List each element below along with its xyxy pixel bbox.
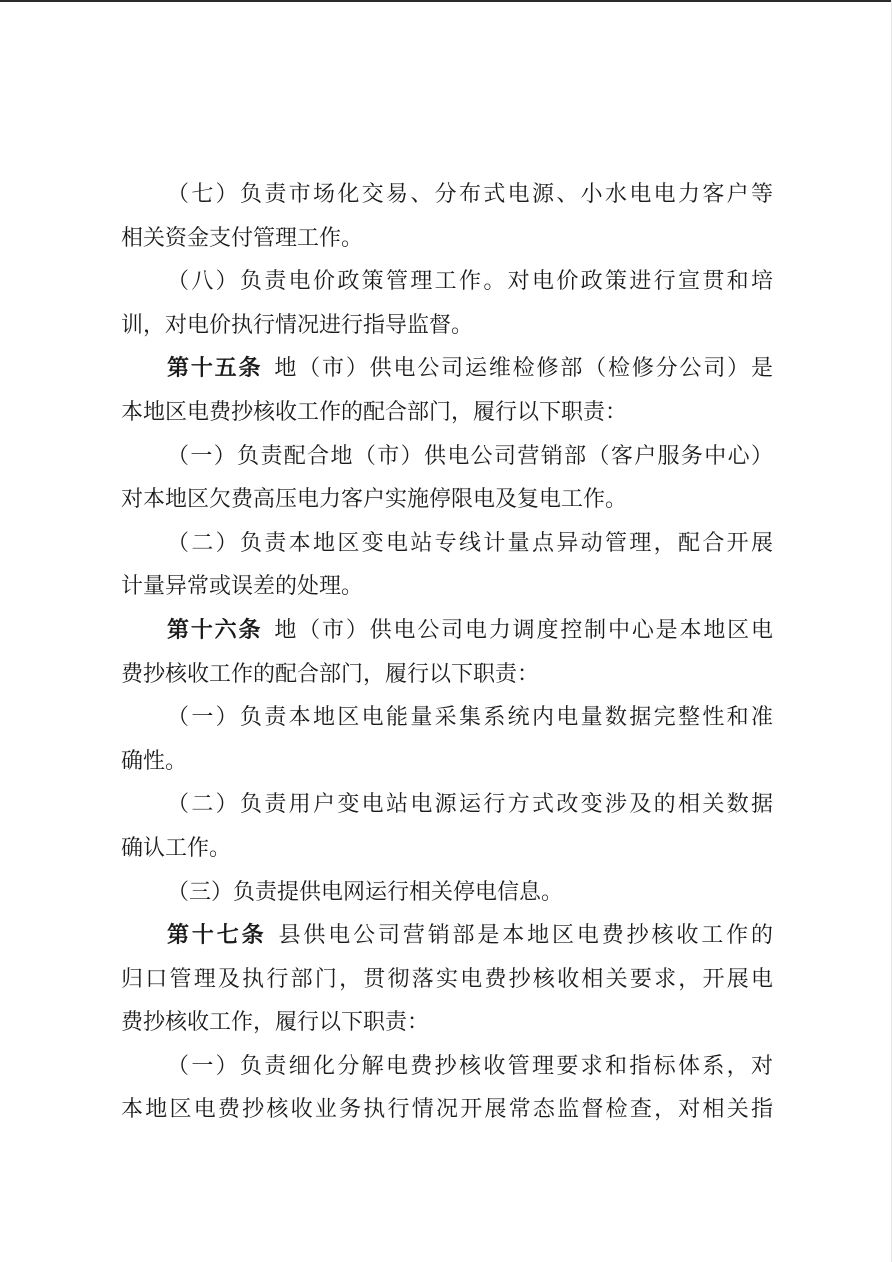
article-16-item-1-line-1: （一）负责本地区电能量采集系统内电量数据完整性和准 [167, 705, 773, 731]
article-15-item-2-line-2: 计量异常或误差的处理。 [121, 574, 364, 600]
article-16-item-1-line-2: 确性。 [121, 748, 188, 774]
article-17-item-1-line-2: 本地区电费抄核收业务执行情况开展常态监督检查，对相关指 [121, 1097, 773, 1123]
article-16-item-3-line-1: （三）负责提供电网运行相关停电信息。 [167, 879, 564, 905]
item-7-line-1: （七）负责市场化交易、分布式电源、小水电电力客户等 [167, 182, 773, 207]
article-17-line-2: 归口管理及执行部门，贯彻落实电费抄核收相关要求，开展电 [121, 966, 773, 992]
article-17-line-3: 费抄核收工作，履行以下职责： [121, 1010, 430, 1036]
article-15-item-1-line-1: （一）负责配合地（市）供电公司营销部（客户服务中心） [167, 443, 773, 469]
article-17-line-1: 第十七条 县供电公司营销部是本地区电费抄核收工作的 [167, 923, 773, 949]
item-7-line-2: 相关资金支付管理工作。 [121, 225, 364, 251]
page-top-border [0, 0, 892, 2]
article-16-title: 第十六条 [167, 617, 263, 643]
article-15-line-2: 本地区电费抄核收工作的配合部门，履行以下职责： [121, 399, 628, 425]
article-15-item-2-line-1: （二）负责本地区变电站专线计量点异动管理，配合开展 [167, 530, 773, 556]
article-16-item-2-line-2: 确认工作。 [121, 835, 232, 861]
item-8-line-2: 训，对电价执行情况进行指导监督。 [121, 312, 474, 338]
article-16-line-1: 第十六条 地（市）供电公司电力调度控制中心是本地区电 [167, 617, 773, 643]
article-17-title: 第十七条 [167, 923, 267, 949]
item-8-line-1: （八）负责电价政策管理工作。对电价政策进行宣贯和培 [167, 269, 773, 295]
article-17-item-1-line-1: （一）负责细化分解电费抄核收管理要求和指标体系，对 [167, 1053, 773, 1079]
article-16-line-2: 费抄核收工作的配合部门，履行以下职责： [121, 661, 540, 687]
article-15-line-1: 第十五条 地（市）供电公司运维检修部（检修分公司）是 [167, 356, 773, 382]
article-15-item-1-line-2: 对本地区欠费高压电力客户实施停限电及复电工作。 [121, 487, 628, 513]
article-15-title: 第十五条 [167, 356, 263, 382]
document-body [121, 173, 773, 1132]
article-16-item-2-line-1: （二）负责用户变电站电源运行方式改变涉及的相关数据 [167, 792, 773, 818]
